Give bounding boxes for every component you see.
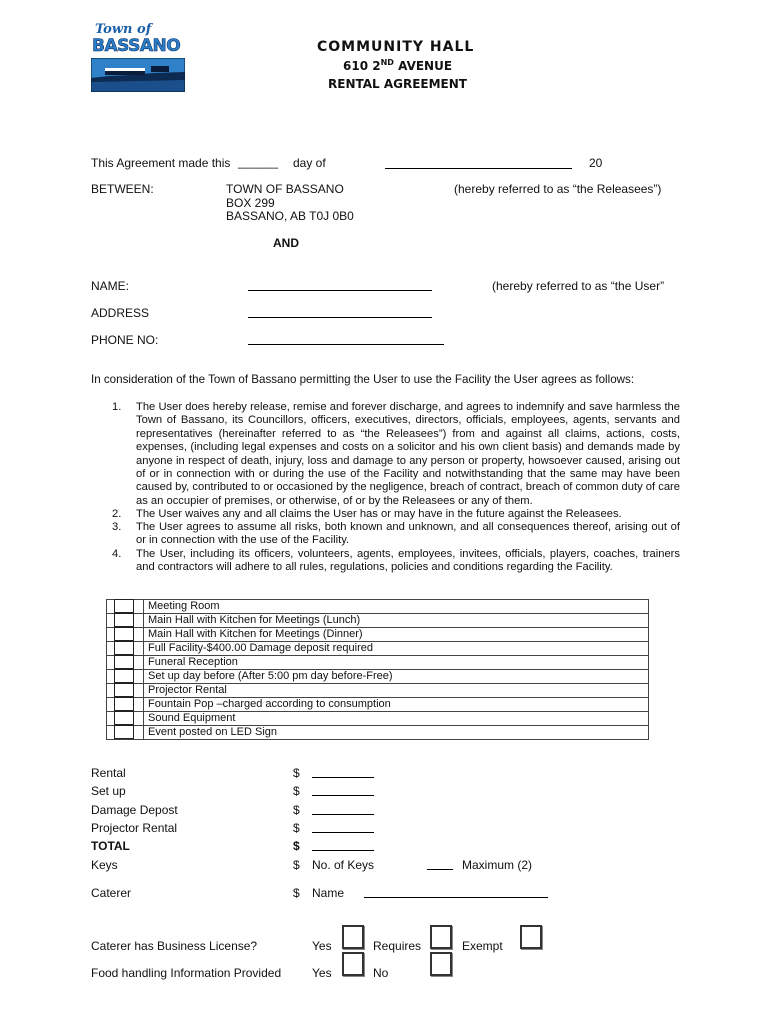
term-number: 2. [112, 508, 122, 520]
option-row [107, 642, 649, 656]
rental-options-table [106, 599, 649, 740]
address-number: 610 2 [343, 59, 381, 73]
fee-field-total[interactable] [312, 850, 374, 851]
fee-label-damage: Damage Depost [91, 803, 178, 817]
fee-label-total: TOTAL [91, 839, 130, 853]
option-label: Sound Equipment [144, 712, 649, 726]
fee-field-damage[interactable] [312, 814, 374, 815]
keys-count-label: No. of Keys [312, 858, 375, 872]
org-name: TOWN OF BASSANO [226, 182, 344, 196]
option-checkbox[interactable] [107, 642, 144, 656]
option-checkbox[interactable] [107, 726, 144, 740]
license-exempt-label: Exempt [462, 939, 503, 953]
keys-count-field[interactable] [427, 869, 453, 870]
license-requires-label: Requires [373, 939, 422, 953]
term-text: The User agrees to assume all risks, both known and unknown, and all consequences thereof, arising out of or in connection with the use of the Facility. [136, 521, 680, 547]
option-label: Fountain Pop –charged according to consumption [144, 698, 649, 712]
option-checkbox[interactable] [107, 684, 144, 698]
option-checkbox[interactable] [107, 656, 144, 670]
document-subtitle: RENTAL AGREEMENT [328, 77, 467, 91]
option-checkbox[interactable] [107, 712, 144, 726]
day-blank[interactable]: ______ [238, 155, 279, 169]
option-row [107, 698, 649, 712]
caterer-name-label: Name [312, 886, 345, 900]
dollar-sign: $ [293, 839, 300, 853]
address-field[interactable] [248, 317, 432, 318]
option-label: Meeting Room [144, 600, 649, 614]
option-row [107, 712, 649, 726]
address-street: AVENUE [393, 59, 453, 73]
town-logo [89, 22, 185, 94]
page-title: COMMUNITY HALL [317, 39, 475, 55]
term-text: The User waives any and all claims the User has or may have in the future against the Releasees. [136, 508, 622, 520]
fee-field-projector[interactable] [312, 832, 374, 833]
option-row [107, 684, 649, 698]
made-this-label: This Agreement made this [91, 156, 231, 170]
option-row [107, 614, 649, 628]
license-exempt-checkbox[interactable] [520, 925, 542, 949]
option-label: Full Facility-$400.00 Damage deposit required [144, 642, 649, 656]
option-label: Projector Rental [144, 684, 649, 698]
caterer-name-field[interactable] [364, 897, 548, 898]
food-handling-label: Food handling Information Provided [91, 966, 282, 980]
license-requires-checkbox[interactable] [430, 925, 452, 949]
option-row [107, 628, 649, 642]
keys-maximum: Maximum (2) [462, 858, 533, 872]
address-label: ADDRESS [91, 306, 150, 320]
fee-field-rental[interactable] [312, 777, 374, 778]
dollar-sign: $ [293, 784, 300, 798]
term-number: 3. [112, 521, 122, 533]
consideration-text: In consideration of the Town of Bassano permitting the User to use the Facility the User agrees as follows: [91, 373, 635, 386]
license-label: Caterer has Business License? [91, 939, 258, 953]
fee-field-setup[interactable] [312, 795, 374, 796]
food-no-label: No [373, 966, 389, 980]
term-text: The User does hereby release, remise and forever discharge, and agrees to indemnify and save harmless the Town of Bassano, its Councillors, officers, executives, directors, officials, employees, agents, servants and representatives (hereinafter referred to as “the Releasees”) from and against all claims, actions, costs, expenses, (including legal expenses and costs on a solicitor and his own client basis) and demands made by anyone in respect of death, injury, loss and damage to any person or property, howsoever caused, arising out of or in connection with or during the use of the Facility and notwithstanding that the same may have been caused by, contributed to or occasioned by the negligence, breach of contract, breach of common duty of care as an occupier of premises, or otherwise, of or by the Releasees or any of them. [136, 401, 680, 507]
food-yes-checkbox[interactable] [342, 952, 364, 976]
dollar-sign: $ [293, 766, 300, 780]
logo-wordmark: BASSANO [92, 36, 181, 56]
name-label: NAME: [91, 279, 130, 293]
month-field[interactable] [385, 168, 572, 169]
name-field[interactable] [248, 290, 432, 291]
option-checkbox[interactable] [107, 600, 144, 614]
fee-label-projector: Projector Rental [91, 821, 178, 835]
releasees-note: (hereby referred to as “the Releasees”) [454, 182, 662, 196]
food-yes-label: Yes [312, 966, 332, 980]
dollar-sign: $ [293, 858, 300, 872]
option-checkbox[interactable] [107, 670, 144, 684]
fee-label-setup: Set up [91, 784, 126, 798]
option-row [107, 670, 649, 684]
license-yes-checkbox[interactable] [342, 925, 364, 949]
day-of-label: day of [293, 156, 326, 170]
option-row [107, 600, 649, 614]
org-city: BASSANO, AB T0J 0B0 [226, 209, 354, 223]
option-checkbox[interactable] [107, 628, 144, 642]
term-number: 1. [112, 401, 122, 413]
option-row [107, 726, 649, 740]
address-superscript: ND [380, 58, 394, 67]
year-label: 20 [589, 156, 603, 170]
hall-address [343, 58, 452, 73]
license-yes-label: Yes [312, 939, 332, 953]
option-row [107, 656, 649, 670]
option-checkbox[interactable] [107, 614, 144, 628]
logo-landscape-icon [91, 58, 185, 92]
fee-label-rental: Rental [91, 766, 126, 780]
phone-field[interactable] [248, 344, 444, 345]
term-number: 4. [112, 548, 122, 560]
food-no-checkbox[interactable] [430, 952, 452, 976]
org-box: BOX 299 [226, 196, 275, 210]
dollar-sign: $ [293, 886, 300, 900]
term-text: The User, including its officers, volunteers, agents, employees, invitees, officials, players, coaches, trainers and contractors will adhere to all rules, regulations, policies and conditions regarding the Facility. [136, 548, 680, 574]
option-label: Main Hall with Kitchen for Meetings (Lunch) [144, 614, 649, 628]
logo-script: Town of [95, 22, 152, 37]
option-label: Main Hall with Kitchen for Meetings (Dinner) [144, 628, 649, 642]
option-label: Event posted on LED Sign [144, 726, 649, 740]
dollar-sign: $ [293, 803, 300, 817]
option-checkbox[interactable] [107, 698, 144, 712]
dollar-sign: $ [293, 821, 300, 835]
between-label: BETWEEN: [91, 182, 154, 196]
option-label: Funeral Reception [144, 656, 649, 670]
option-label: Set up day before (After 5:00 pm day before-Free) [144, 670, 649, 684]
user-note: (hereby referred to as “the User” [492, 279, 665, 293]
caterer-label: Caterer [91, 886, 132, 900]
and-label: AND [273, 236, 299, 250]
keys-label: Keys [91, 858, 118, 872]
phone-label: PHONE NO: [91, 333, 159, 347]
